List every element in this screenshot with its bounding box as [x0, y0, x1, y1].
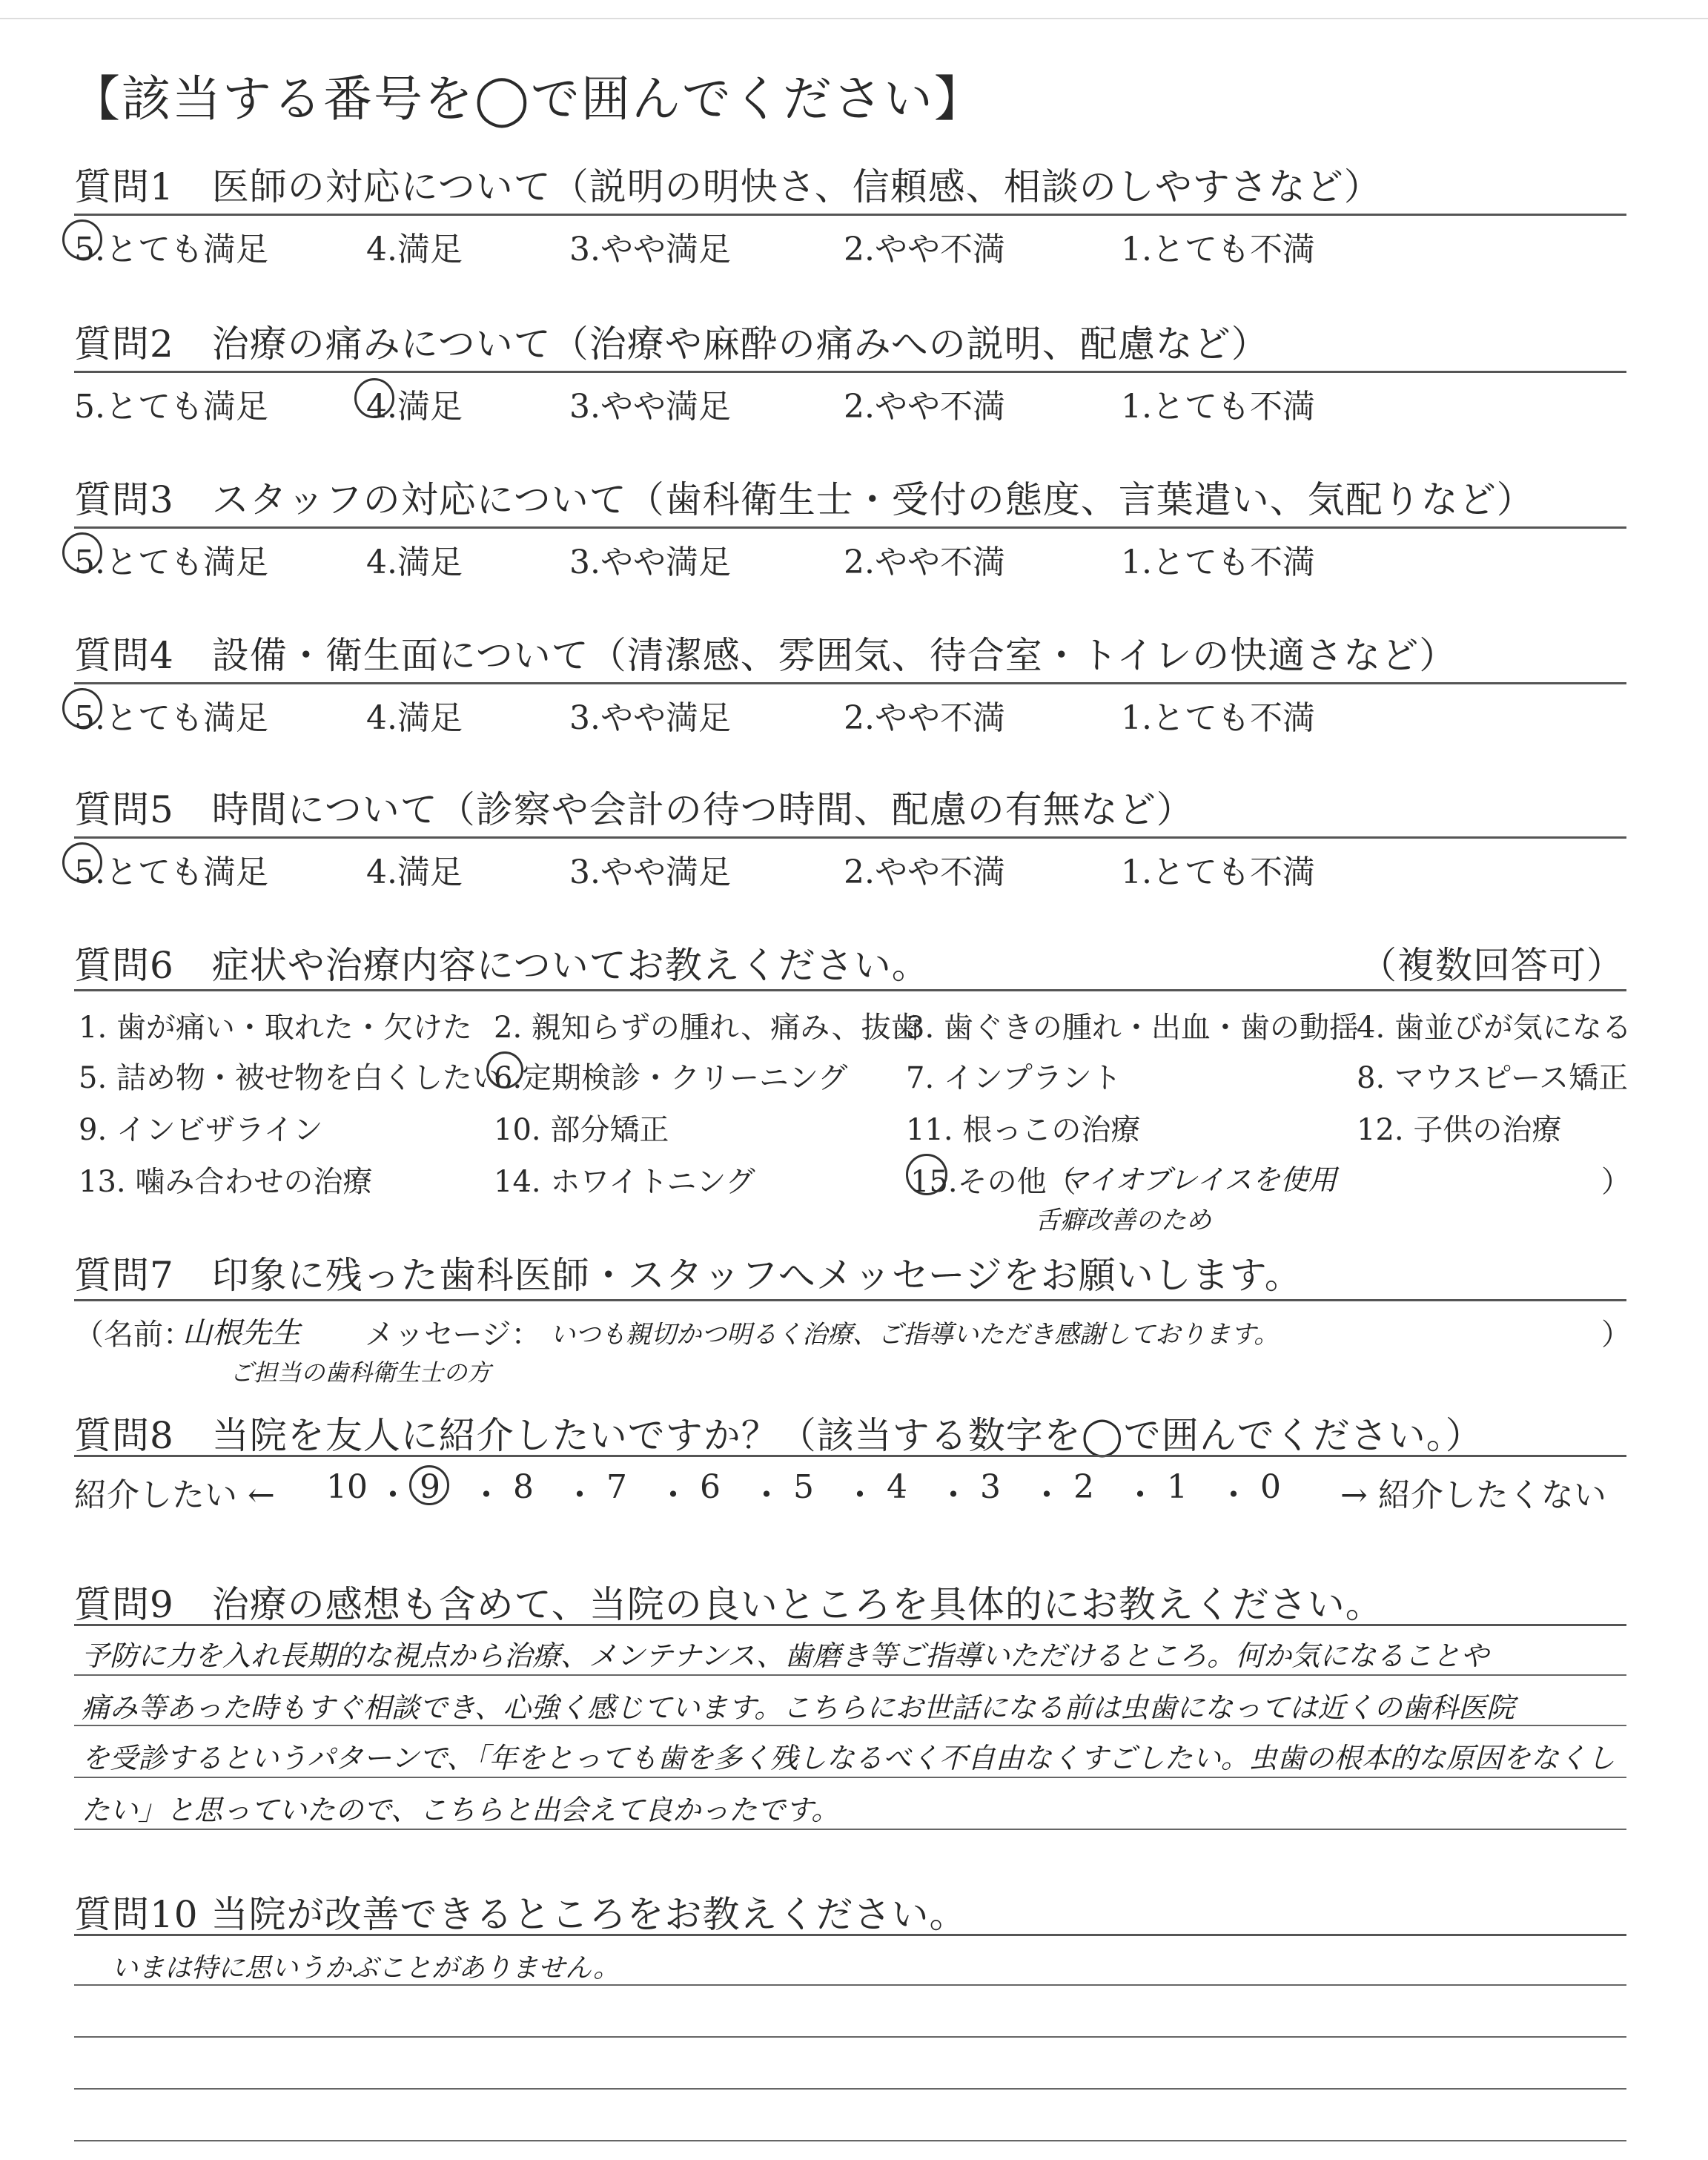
q6-heading: 質問6 症状や治療内容についてお教えください。: [74, 944, 930, 987]
q8-scale-separator: ・: [1124, 1476, 1156, 1514]
q6-item-12[interactable]: 12. 子供の治療: [1357, 1113, 1562, 1147]
q7-name-sub: ご担当の歯科衛生士の方: [230, 1358, 491, 1387]
q10-rule-4: [74, 2140, 1626, 2141]
q8-left-label: 紹介したい ←: [74, 1476, 275, 1514]
q2-option-5[interactable]: 5.とても満足: [74, 388, 268, 426]
q2-rule: [74, 371, 1626, 373]
q6-other-close: ）: [1601, 1165, 1631, 1199]
page-title: 【該当する番号を◯で囲んでください】: [71, 70, 984, 128]
q8-scale-9[interactable]: 9: [420, 1468, 440, 1506]
q6-item-9[interactable]: 9. インビザライン: [79, 1113, 323, 1147]
q8-scale-4[interactable]: 4: [887, 1468, 907, 1506]
q8-scale-separator: ・: [563, 1476, 596, 1514]
q7-name-label: （名前：: [74, 1318, 193, 1352]
q7-close: ）: [1601, 1318, 1631, 1352]
q8-scale-7[interactable]: 7: [606, 1468, 627, 1506]
q8-scale-0[interactable]: 0: [1260, 1468, 1281, 1506]
q7-rule: [74, 1299, 1626, 1301]
q6-item-15[interactable]: 15.その他（: [910, 1165, 1076, 1199]
q1-rule: [74, 214, 1626, 216]
q2-option-3[interactable]: 3.やや満足: [569, 388, 731, 426]
q8-right-label: → 紹介したくない: [1340, 1476, 1606, 1514]
q6-rule: [74, 989, 1626, 991]
q7-heading: 質問7 印象に残った歯科医師・スタッフへメッセージをお願いします。: [74, 1254, 1302, 1297]
q8-scale-3[interactable]: 3: [980, 1468, 1001, 1506]
q6-item-6[interactable]: 6.定期検診・クリーニング: [494, 1061, 848, 1095]
q2-option-1[interactable]: 1.とても不満: [1121, 388, 1315, 426]
q8-scale-5[interactable]: 5: [793, 1468, 814, 1506]
q4-rule: [74, 682, 1626, 684]
q6-note: （複数回答可）: [1360, 944, 1624, 987]
q8-scale-separator: ・: [1217, 1476, 1250, 1514]
q9-answer-line[interactable]: を受診するというパターンで、「年をとっても歯を多く残しなるべく不自由なくすごしたい。虫歯の根本的な原因をなくし: [82, 1742, 1615, 1774]
q8-scale-separator: ・: [844, 1476, 876, 1514]
q10-heading: 質問10 当院が改善できるところをお教えください。: [74, 1893, 967, 1936]
q8-scale-separator: ・: [750, 1476, 783, 1514]
q1-option-5[interactable]: 5.とても満足: [74, 231, 268, 268]
q6-item-2[interactable]: 2. 親知らずの腫れ、痛み、抜歯: [494, 1011, 921, 1045]
q2-option-2[interactable]: 2.やや不満: [844, 388, 1005, 426]
q6-other-handwritten-sub: 舌癖改善のため: [1035, 1206, 1211, 1235]
q6-item-4[interactable]: 4. 歯並びが気になる: [1357, 1011, 1632, 1045]
q10-rule-2: [74, 2036, 1626, 2038]
q3-option-4[interactable]: 4.満足: [366, 544, 463, 581]
q6-item-10[interactable]: 10. 部分矯正: [494, 1113, 669, 1147]
q6-item-1[interactable]: 1. 歯が痛い・取れた・欠けた: [79, 1011, 472, 1045]
q5-option-4[interactable]: 4.満足: [366, 853, 463, 891]
q9-rule-0: [74, 1624, 1626, 1626]
q6-other-handwritten: マイオブレイスを使用: [1060, 1163, 1337, 1196]
q2-heading: 質問2 治療の痛みについて（治療や麻酔の痛みへの説明、配慮など）: [74, 323, 1269, 366]
q8-scale-separator: ・: [657, 1476, 689, 1514]
q9-heading: 質問9 治療の感想も含めて、当院の良いところを具体的にお教えください。: [74, 1583, 1383, 1626]
q6-item-11[interactable]: 11. 根っこの治療: [906, 1113, 1141, 1147]
q8-scale-10[interactable]: 10: [326, 1468, 368, 1506]
q4-option-4[interactable]: 4.満足: [366, 699, 463, 737]
q4-heading: 質問4 設備・衛生面について（清潔感、雰囲気、待合室・トイレの快適さなど）: [74, 634, 1457, 677]
q3-rule: [74, 526, 1626, 529]
q9-rule-4: [74, 1829, 1626, 1830]
q5-heading: 質問5 時間について（診察や会計の待つ時間、配慮の有無など）: [74, 788, 1194, 831]
q5-option-1[interactable]: 1.とても不満: [1121, 853, 1315, 891]
q9-answer-line[interactable]: たい」と思っていたので、こちらと出会えて良かったです。: [82, 1794, 840, 1826]
q8-selected-circle: [409, 1465, 449, 1505]
q6-item-8[interactable]: 8. マウスピース矯正: [1357, 1061, 1629, 1095]
q2-option-4[interactable]: 4.満足: [366, 388, 463, 426]
q1-option-1[interactable]: 1.とても不満: [1121, 231, 1315, 268]
q8-scale-6[interactable]: 6: [700, 1468, 721, 1506]
q10-rule-3: [74, 2088, 1626, 2090]
q8-scale-separator: ・: [377, 1476, 409, 1514]
q1-option-3[interactable]: 3.やや満足: [569, 231, 731, 268]
q3-option-5[interactable]: 5.とても満足: [74, 544, 268, 581]
q1-heading: 質問1 医師の対応について（説明の明快さ、信頼感、相談のしやすさなど）: [74, 165, 1382, 208]
q3-option-2[interactable]: 2.やや不満: [844, 544, 1005, 581]
q8-scale-2[interactable]: 2: [1073, 1468, 1094, 1506]
q9-answer-line[interactable]: 痛み等あった時もすぐ相談でき、心強く感じています。こちらにお世話になる前は虫歯になっては近くの歯科医院: [82, 1691, 1515, 1724]
q6-item-7[interactable]: 7. インプラント: [906, 1061, 1122, 1095]
q10-answer-line[interactable]: いまは特に思いうかぶことがありません。: [111, 1953, 620, 1984]
q6-item-5[interactable]: 5. 詰め物・被せ物を白くしたい: [79, 1061, 502, 1095]
q1-option-4[interactable]: 4.満足: [366, 231, 463, 268]
q6-item-13[interactable]: 13. 噛み合わせの治療: [79, 1165, 373, 1199]
q7-message-label: メッセージ：: [365, 1318, 541, 1352]
q8-scale-separator: ・: [1030, 1476, 1063, 1514]
q7-name-value[interactable]: 山根先生: [182, 1316, 301, 1350]
q3-option-3[interactable]: 3.やや満足: [569, 544, 731, 581]
q9-rule-3: [74, 1777, 1626, 1778]
q5-option-3[interactable]: 3.やや満足: [569, 853, 731, 891]
q10-rule-0: [74, 1934, 1626, 1936]
q8-scale-1[interactable]: 1: [1167, 1468, 1188, 1506]
q3-heading: 質問3 スタッフの対応について（歯科衛生士・受付の態度、言葉遣い、気配りなど）: [74, 478, 1535, 521]
q3-option-1[interactable]: 1.とても不満: [1121, 544, 1315, 581]
q7-message-value[interactable]: いつも親切かつ明るく治療、ご指導いただき感謝しております。: [550, 1320, 1280, 1350]
q8-heading: 質問8 当院を友人に紹介したいですか？（該当する数字を◯で囲んでください。）: [74, 1414, 1483, 1457]
q4-option-3[interactable]: 3.やや満足: [569, 699, 731, 737]
q4-option-2[interactable]: 2.やや不満: [844, 699, 1005, 737]
q6-item-3[interactable]: 3. 歯ぐきの腫れ・出血・歯の動揺: [906, 1011, 1359, 1045]
q4-option-1[interactable]: 1.とても不満: [1121, 699, 1315, 737]
q5-rule: [74, 836, 1626, 839]
q8-rule: [74, 1455, 1626, 1457]
q6-item-14[interactable]: 14. ホワイトニング: [494, 1165, 755, 1199]
scan-top-edge: [0, 0, 1708, 19]
q8-scale-separator: ・: [470, 1476, 503, 1514]
q8-scale-separator: ・: [937, 1476, 970, 1514]
q9-rule-1: [74, 1674, 1626, 1676]
q8-scale-8[interactable]: 8: [513, 1468, 534, 1506]
q5-option-2[interactable]: 2.やや不満: [844, 853, 1005, 891]
q4-option-5[interactable]: 5.とても満足: [74, 699, 268, 737]
q9-answer-line[interactable]: 予防に力を入れ長期的な視点から治療、メンテナンス、歯磨き等ご指導いただけるところ。何か気になることや: [82, 1639, 1489, 1672]
q1-option-2[interactable]: 2.やや不満: [844, 231, 1005, 268]
q5-option-5[interactable]: 5.とても満足: [74, 853, 268, 891]
